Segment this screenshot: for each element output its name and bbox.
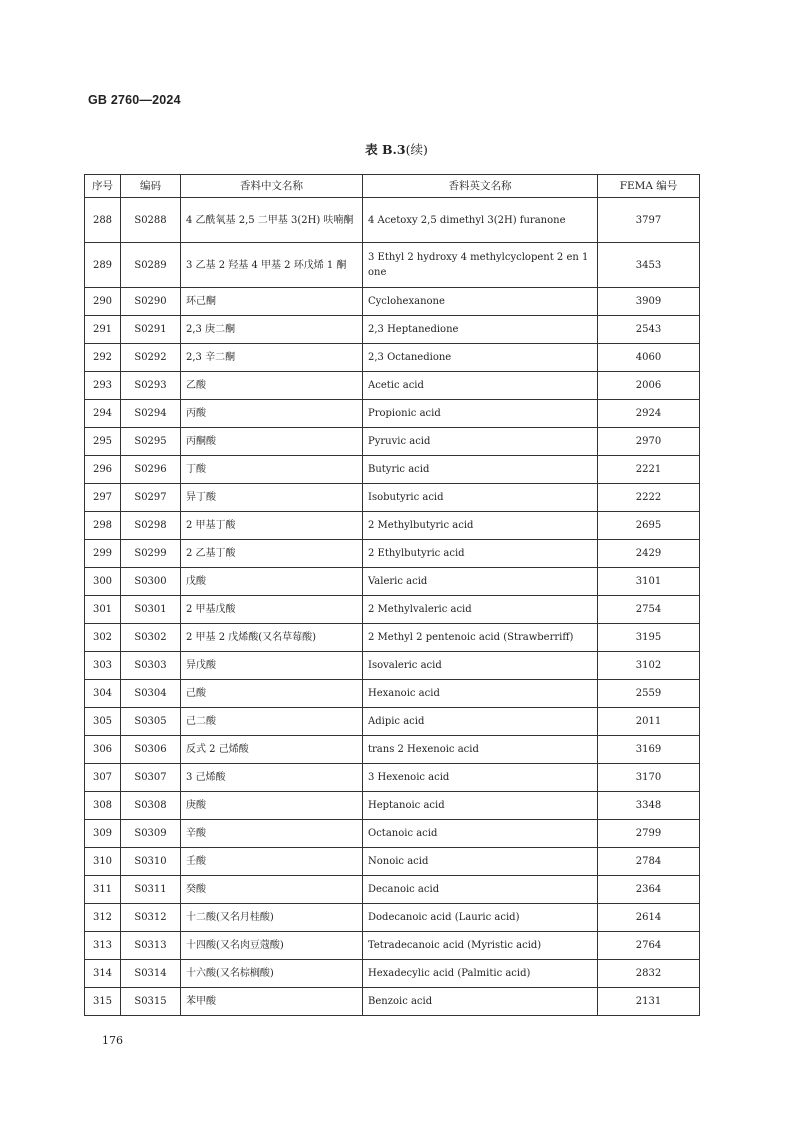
english-name-cell: Hexanoic acid <box>363 680 598 708</box>
chinese-name-cell: 己二酸 <box>181 708 363 736</box>
chinese-name-cell: 丙酮酸 <box>181 428 363 456</box>
english-name-cell: Acetic acid <box>363 372 598 400</box>
english-name-cell: Hexadecylic acid (Palmitic acid) <box>363 960 598 988</box>
code-cell: S0302 <box>121 624 181 652</box>
table-row <box>85 198 700 243</box>
table-row <box>85 904 700 932</box>
serial-cell: 295 <box>85 428 121 456</box>
code-cell: S0314 <box>121 960 181 988</box>
table-row <box>85 680 700 708</box>
english-name-cell: Pyruvic acid <box>363 428 598 456</box>
chinese-name-cell: 2 甲基戊酸 <box>181 596 363 624</box>
serial-cell: 298 <box>85 512 121 540</box>
english-name-cell: Decanoic acid <box>363 876 598 904</box>
english-name-cell: Cyclohexanone <box>363 288 598 316</box>
serial-cell: 308 <box>85 792 121 820</box>
table-row <box>85 316 700 344</box>
table-row <box>85 344 700 372</box>
code-cell: S0308 <box>121 792 181 820</box>
fema-cell: 3102 <box>598 652 700 680</box>
column-header-fema: FEMA 编号 <box>598 175 700 198</box>
serial-cell: 300 <box>85 568 121 596</box>
serial-cell: 305 <box>85 708 121 736</box>
code-cell: S0294 <box>121 400 181 428</box>
fema-cell: 4060 <box>598 344 700 372</box>
table-title-main: 表 B.3 <box>365 142 406 157</box>
serial-cell: 314 <box>85 960 121 988</box>
flavor-table <box>84 174 700 1016</box>
chinese-name-cell: 4 乙酰氧基 2,5 二甲基 3(2H) 呋喃酮 <box>181 198 363 243</box>
chinese-name-cell: 庚酸 <box>181 792 363 820</box>
chinese-name-cell: 异戊酸 <box>181 652 363 680</box>
chinese-name-cell: 环己酮 <box>181 288 363 316</box>
chinese-name-cell: 十二酸(又名月桂酸) <box>181 904 363 932</box>
english-name-cell: Propionic acid <box>363 400 598 428</box>
table-row <box>85 512 700 540</box>
table-row <box>85 736 700 764</box>
fema-cell: 3348 <box>598 792 700 820</box>
serial-cell: 312 <box>85 904 121 932</box>
serial-cell: 310 <box>85 848 121 876</box>
table-row <box>85 596 700 624</box>
chinese-name-cell: 3 己烯酸 <box>181 764 363 792</box>
chinese-name-cell: 2 甲基丁酸 <box>181 512 363 540</box>
fema-cell: 2832 <box>598 960 700 988</box>
chinese-name-cell: 己酸 <box>181 680 363 708</box>
table-row <box>85 848 700 876</box>
table-row <box>85 456 700 484</box>
english-name-cell: 2,3 Octanedione <box>363 344 598 372</box>
code-cell: S0297 <box>121 484 181 512</box>
chinese-name-cell: 2 乙基丁酸 <box>181 540 363 568</box>
code-cell: S0295 <box>121 428 181 456</box>
fema-cell: 2784 <box>598 848 700 876</box>
table-row <box>85 400 700 428</box>
code-cell: S0300 <box>121 568 181 596</box>
serial-cell: 290 <box>85 288 121 316</box>
serial-cell: 297 <box>85 484 121 512</box>
table-row <box>85 876 700 904</box>
english-name-cell: Isovaleric acid <box>363 652 598 680</box>
english-name-cell: 2 Methyl 2 pentenoic acid (Strawberriff) <box>363 624 598 652</box>
serial-cell: 315 <box>85 988 121 1016</box>
table-row <box>85 652 700 680</box>
code-cell: S0315 <box>121 988 181 1016</box>
fema-cell: 2364 <box>598 876 700 904</box>
chinese-name-cell: 辛酸 <box>181 820 363 848</box>
fema-cell: 2222 <box>598 484 700 512</box>
chinese-name-cell: 异丁酸 <box>181 484 363 512</box>
code-cell: S0304 <box>121 680 181 708</box>
fema-cell: 3195 <box>598 624 700 652</box>
table-row <box>85 932 700 960</box>
standard-number: GB 2760—2024 <box>88 93 181 107</box>
code-cell: S0305 <box>121 708 181 736</box>
fema-cell: 3170 <box>598 764 700 792</box>
table-row <box>85 540 700 568</box>
table-title <box>0 140 793 158</box>
code-cell: S0303 <box>121 652 181 680</box>
column-header-chinese-name: 香料中文名称 <box>181 175 363 198</box>
serial-cell: 296 <box>85 456 121 484</box>
chinese-name-cell: 癸酸 <box>181 876 363 904</box>
code-cell: S0289 <box>121 243 181 288</box>
chinese-name-cell: 丙酸 <box>181 400 363 428</box>
serial-cell: 304 <box>85 680 121 708</box>
serial-cell: 302 <box>85 624 121 652</box>
fema-cell: 2695 <box>598 512 700 540</box>
fema-cell: 3169 <box>598 736 700 764</box>
serial-cell: 309 <box>85 820 121 848</box>
english-name-cell: 2 Methylvaleric acid <box>363 596 598 624</box>
serial-cell: 293 <box>85 372 121 400</box>
code-cell: S0311 <box>121 876 181 904</box>
table-row <box>85 243 700 288</box>
table-row <box>85 372 700 400</box>
code-cell: S0293 <box>121 372 181 400</box>
chinese-name-cell: 戊酸 <box>181 568 363 596</box>
code-cell: S0299 <box>121 540 181 568</box>
english-name-cell: 3 Hexenoic acid <box>363 764 598 792</box>
chinese-name-cell: 2 甲基 2 戊烯酸(又名草莓酸) <box>181 624 363 652</box>
english-name-cell: 2 Methylbutyric acid <box>363 512 598 540</box>
english-name-cell: Butyric acid <box>363 456 598 484</box>
code-cell: S0292 <box>121 344 181 372</box>
chinese-name-cell: 3 乙基 2 羟基 4 甲基 2 环戊烯 1 酮 <box>181 243 363 288</box>
english-name-cell: trans 2 Hexenoic acid <box>363 736 598 764</box>
chinese-name-cell: 十四酸(又名肉豆蔻酸) <box>181 932 363 960</box>
code-cell: S0296 <box>121 456 181 484</box>
english-name-cell: Valeric acid <box>363 568 598 596</box>
fema-cell: 2614 <box>598 904 700 932</box>
fema-cell: 2764 <box>598 932 700 960</box>
english-name-cell: Dodecanoic acid (Lauric acid) <box>363 904 598 932</box>
fema-cell: 2924 <box>598 400 700 428</box>
fema-cell: 2799 <box>598 820 700 848</box>
fema-cell: 2559 <box>598 680 700 708</box>
table-row <box>85 988 700 1016</box>
fema-cell: 3453 <box>598 243 700 288</box>
table-row <box>85 960 700 988</box>
table-row <box>85 428 700 456</box>
table-header-row <box>85 175 700 198</box>
fema-cell: 2221 <box>598 456 700 484</box>
chinese-name-cell: 十六酸(又名棕榈酸) <box>181 960 363 988</box>
english-name-cell: 2,3 Heptanedione <box>363 316 598 344</box>
english-name-cell: Isobutyric acid <box>363 484 598 512</box>
table-title-suffix: (续) <box>405 142 428 157</box>
serial-cell: 307 <box>85 764 121 792</box>
chinese-name-cell: 苯甲酸 <box>181 988 363 1016</box>
table-row <box>85 764 700 792</box>
english-name-cell: Nonoic acid <box>363 848 598 876</box>
code-cell: S0306 <box>121 736 181 764</box>
fema-cell: 2543 <box>598 316 700 344</box>
fema-cell: 3797 <box>598 198 700 243</box>
fema-cell: 2011 <box>598 708 700 736</box>
serial-cell: 303 <box>85 652 121 680</box>
english-name-cell: 4 Acetoxy 2,5 dimethyl 3(2H) furanone <box>363 198 598 243</box>
fema-cell: 2970 <box>598 428 700 456</box>
code-cell: S0313 <box>121 932 181 960</box>
serial-cell: 313 <box>85 932 121 960</box>
fema-cell: 2429 <box>598 540 700 568</box>
code-cell: S0290 <box>121 288 181 316</box>
chinese-name-cell: 2,3 庚二酮 <box>181 316 363 344</box>
chinese-name-cell: 壬酸 <box>181 848 363 876</box>
english-name-cell: Adipic acid <box>363 708 598 736</box>
english-name-cell: 3 Ethyl 2 hydroxy 4 methylcyclopent 2 en 1 one <box>363 243 598 288</box>
chinese-name-cell: 2,3 辛二酮 <box>181 344 363 372</box>
serial-cell: 301 <box>85 596 121 624</box>
serial-cell: 294 <box>85 400 121 428</box>
english-name-cell: Benzoic acid <box>363 988 598 1016</box>
table-row <box>85 820 700 848</box>
fema-cell: 2131 <box>598 988 700 1016</box>
code-cell: S0312 <box>121 904 181 932</box>
english-name-cell: Octanoic acid <box>363 820 598 848</box>
code-cell: S0291 <box>121 316 181 344</box>
code-cell: S0309 <box>121 820 181 848</box>
table-row <box>85 708 700 736</box>
code-cell: S0288 <box>121 198 181 243</box>
code-cell: S0310 <box>121 848 181 876</box>
page-number: 176 <box>102 1034 123 1047</box>
table-row <box>85 624 700 652</box>
serial-cell: 311 <box>85 876 121 904</box>
table-row <box>85 484 700 512</box>
english-name-cell: Heptanoic acid <box>363 792 598 820</box>
table-row <box>85 568 700 596</box>
english-name-cell: Tetradecanoic acid (Myristic acid) <box>363 932 598 960</box>
chinese-name-cell: 反式 2 己烯酸 <box>181 736 363 764</box>
serial-cell: 291 <box>85 316 121 344</box>
code-cell: S0307 <box>121 764 181 792</box>
column-header-code: 编码 <box>121 175 181 198</box>
serial-cell: 288 <box>85 198 121 243</box>
fema-cell: 2754 <box>598 596 700 624</box>
serial-cell: 292 <box>85 344 121 372</box>
code-cell: S0298 <box>121 512 181 540</box>
serial-cell: 289 <box>85 243 121 288</box>
serial-cell: 306 <box>85 736 121 764</box>
chinese-name-cell: 丁酸 <box>181 456 363 484</box>
fema-cell: 3101 <box>598 568 700 596</box>
serial-cell: 299 <box>85 540 121 568</box>
code-cell: S0301 <box>121 596 181 624</box>
chinese-name-cell: 乙酸 <box>181 372 363 400</box>
fema-cell: 3909 <box>598 288 700 316</box>
column-header-english-name: 香料英文名称 <box>363 175 598 198</box>
column-header-serial: 序号 <box>85 175 121 198</box>
fema-cell: 2006 <box>598 372 700 400</box>
table-row <box>85 288 700 316</box>
english-name-cell: 2 Ethylbutyric acid <box>363 540 598 568</box>
table-row <box>85 792 700 820</box>
